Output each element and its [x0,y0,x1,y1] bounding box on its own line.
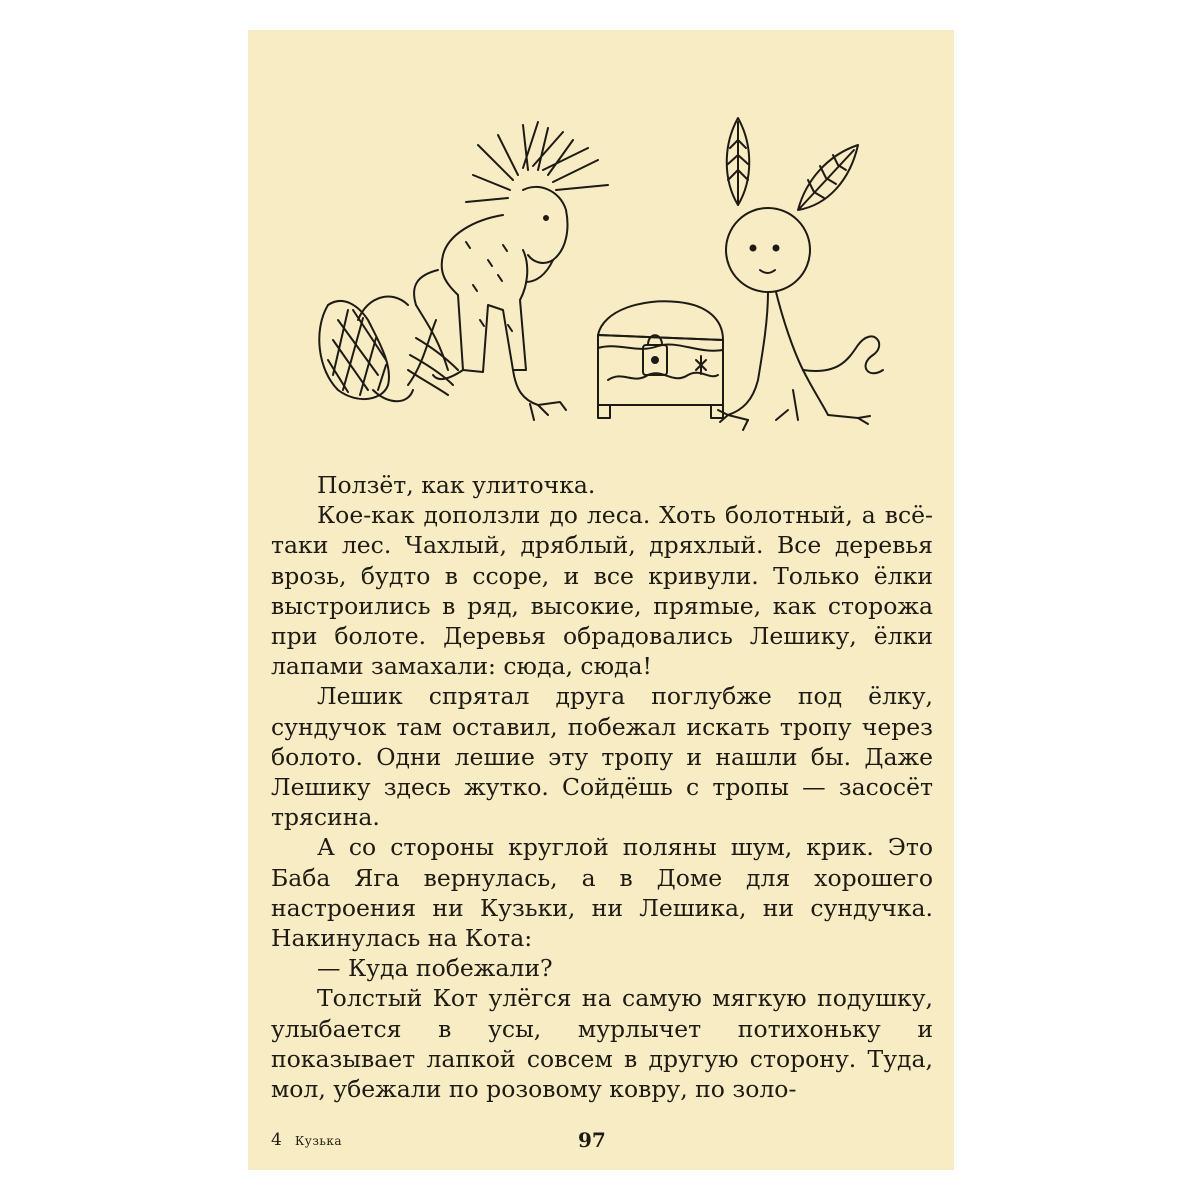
paragraph: Лешик спрятал друга поглубже под ёлку, сундучок там оставил, побежал искать тропу через болото. Одни лешие эту тропу и нашли бы. Даже Лешику здесь жутко. Сойдёшь с тропы — засосёт трясина. [271,682,933,832]
paragraph: А со стороны круглой поляны шум, крик. Это Баба Яга вернулась, а в Доме для хорошего настроения ни Кузьки, ни Лешика, ни сундучка. Накинулась на Кота: [271,833,933,953]
basket-icon [319,297,413,402]
illustration [298,70,898,450]
paragraph: — Куда побежали? [317,954,553,983]
page-number: 97 [578,1128,606,1152]
leshik-bunny-icon [718,118,883,430]
page-footer [248,1126,954,1156]
signature-number: 4 [271,1130,282,1150]
paragraph: Толстый Кот улёгся на самую мягкую подушку, улыбается в усы, мурлычет потихоньку и показывает лапкой совсем в другую сторону. Туда, мол, убежали по розовому ковру, по золо- [271,984,933,1104]
kuzka-boy-icon [408,122,608,420]
book-page [248,30,954,1170]
page-body-text [271,470,933,1104]
signature-title: Кузька [295,1134,343,1148]
paragraph: Ползёт, как улиточка. [317,471,596,499]
paragraph: Кое-как доползли до леса. Хоть болотный, а всё-таки лес. Чахлый, дряблый, дряхлый. Все деревья врозь, будто в ссоре, и все кривули. Только ёлки выстроились в ряд, высокие, пряmые, как сторожа при болоте. Деревья обрадовались Лешику, ёлки лапами замахали: сюда, сюда! [271,501,933,681]
treasure-chest-icon [598,301,723,418]
